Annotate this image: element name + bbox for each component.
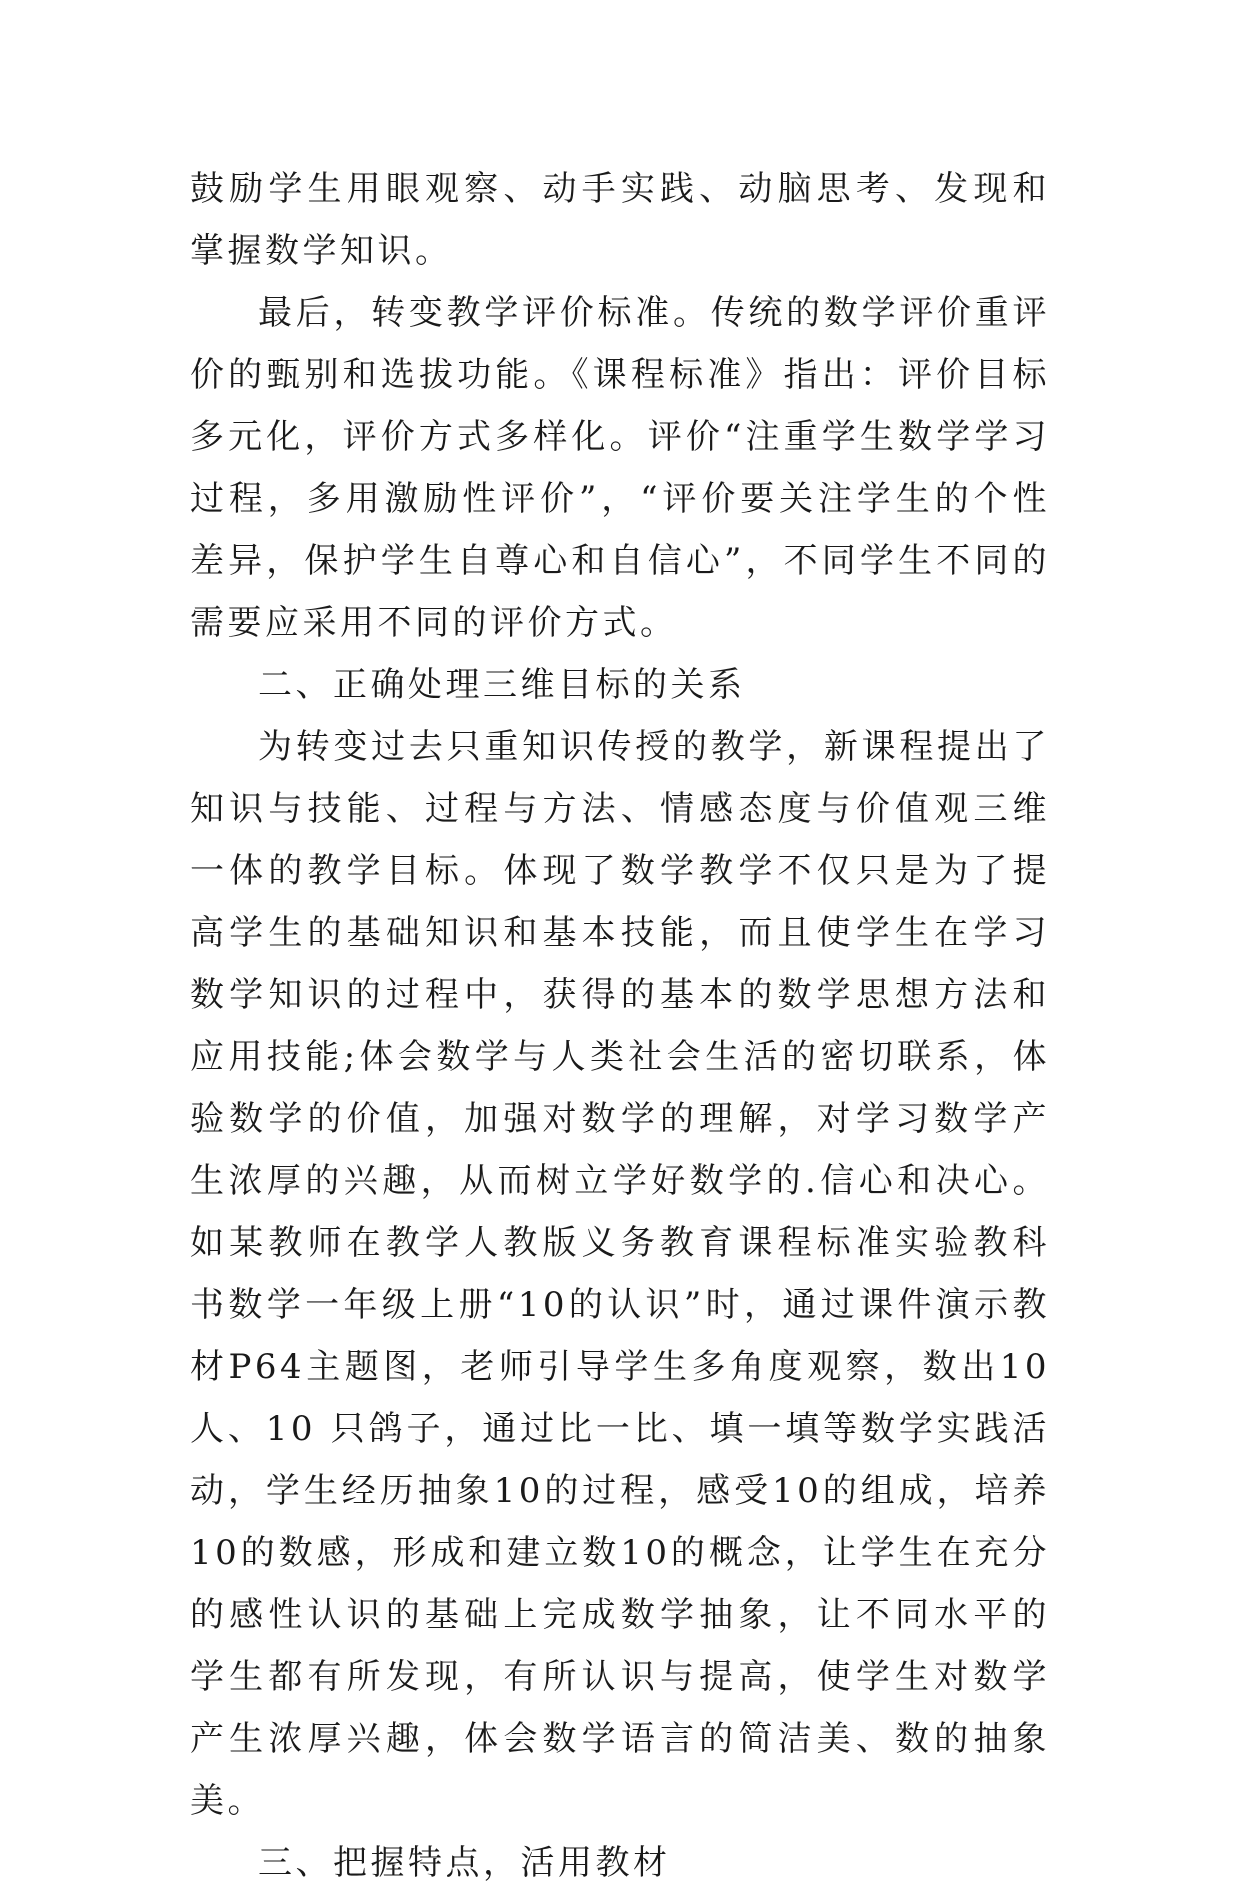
section-heading-three: 三、把握特点，活用教材 xyxy=(258,1843,671,1883)
paragraph-three-dimensional-goals: 为转变过去只重知识传授的教学，新课程提出了知识与技能、过程与方法、情感态度与价值观三维一体的教学目标。体现了数学教学不仅只是为了提高学生的基础知识和基本技能，而且使学生在学习数学知识的过程中，获得的基本的数学思想方法和应用技能;体会数学与人类社会生活的密切联系，体验数学的价值，加强对数学的理解，对学习数学产生浓厚的兴趣，从而树立学好数学的.信心和决心。如某教师在教学人教版义务教育课程标准实验教科书数学一年级上册“10的认识”时，通过课件演示教材P64主题图，老师引导学生多角度观察，数出10人、10 只鸽子，通过比一比、填一填等数学实践活动，学生经历抽象10的过程，感受10的组成，培养10的数感，形成和建立数10的概念，让学生在充分的感性认识的基础上完成数学抽象，让不同水平的学生都有所发现，有所认识与提高，使学生对数学产生浓厚兴趣，体会数学语言的简洁美、数的抽象美。 xyxy=(190,727,1050,1821)
paragraph-evaluation-standard: 最后，转变教学评价标准。传统的数学评价重评价的甄别和选拔功能。《课程标准》指出：评价目标多元化，评价方式多样化。评价“注重学生数学学习过程，多用激励性评价”，“评价要关注学生的个性差异，保护学生自尊心和自信心”，不同学生不同的需要应采用不同的评价方式。 xyxy=(190,293,1050,643)
section-heading-two: 二、正确处理三维目标的关系 xyxy=(258,665,746,705)
document-body xyxy=(190,158,1050,1894)
paragraph-continuation: 鼓励学生用眼观察、动手实践、动脑思考、发现和掌握数学知识。 xyxy=(190,169,1050,271)
